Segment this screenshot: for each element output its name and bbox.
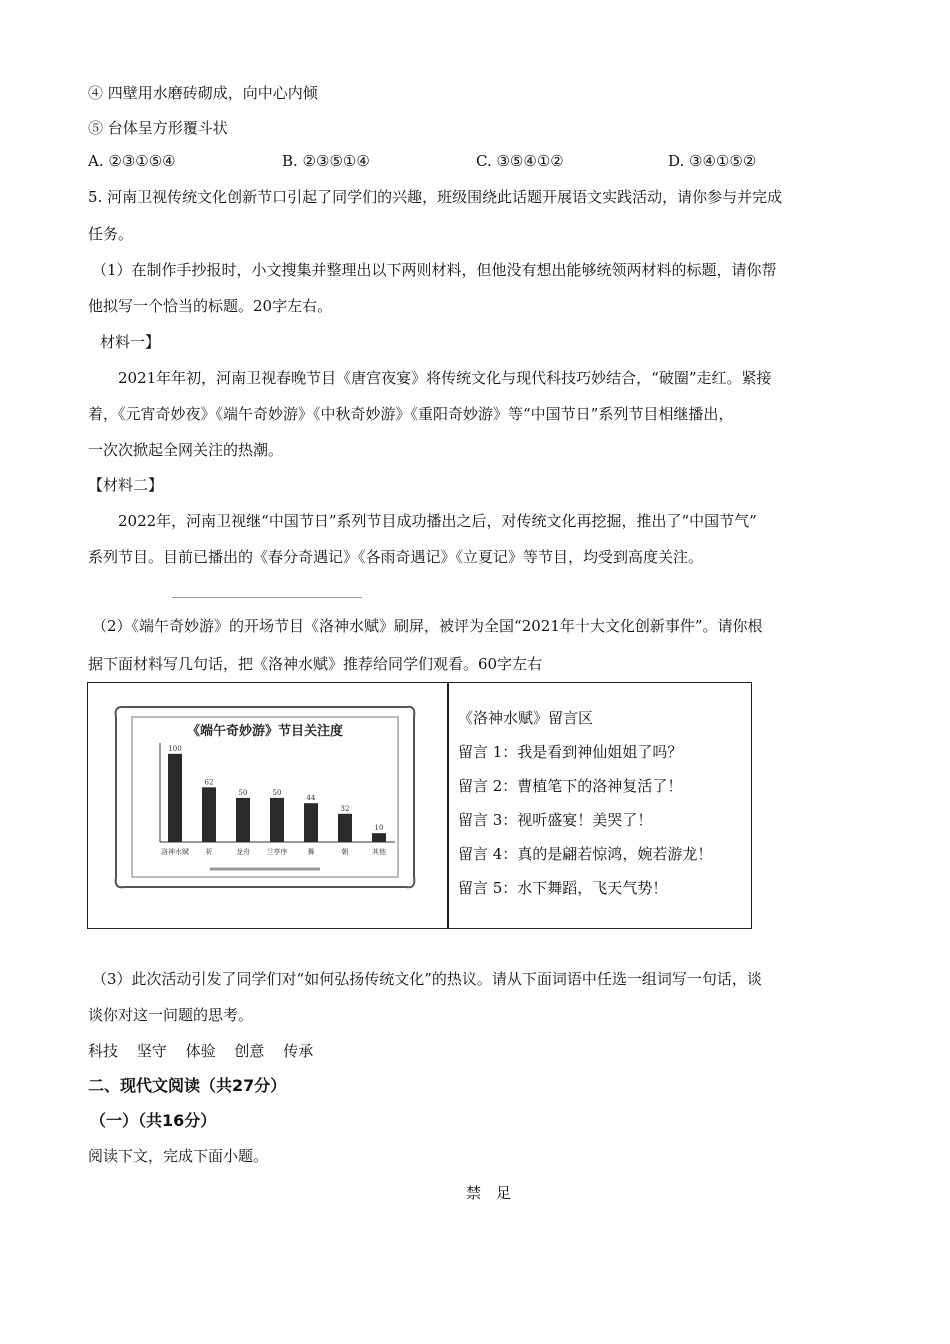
comment-area-header: 《洛神水赋》留言区 xyxy=(458,709,594,727)
chart-category-label: 兰亭序 xyxy=(266,848,288,856)
article-title: 禁 足 xyxy=(466,1184,512,1202)
answer-option-d: D. ③④①⑤② xyxy=(668,152,757,170)
sub-question-3: （3）此次活动引发了同学们对“如何弘扬传统文化”的热议。请从下面词语中任选一组词写一句话，谈 xyxy=(92,970,762,988)
chart-bar xyxy=(304,803,318,842)
sub-question-3-cont: 谈你对这一问题的思考。 xyxy=(88,1006,254,1024)
chart-bar xyxy=(270,798,284,842)
comment-item: 留言 2：曹植笔下的洛神复活了！ xyxy=(458,777,683,795)
attention-chart xyxy=(110,697,420,897)
comment-item: 留言 3：视听盛宴！美哭了！ xyxy=(458,811,653,829)
option-item-4: ④ 四壁用水磨砖砌成，向中心内倾 xyxy=(88,84,318,102)
chart-value-label: 44 xyxy=(306,794,316,803)
material-1-text-end: 一次次掀起全网关注的热潮。 xyxy=(88,441,284,459)
word-item: 创意 xyxy=(234,1042,265,1060)
section-heading: 二、现代文阅读（共27分） xyxy=(88,1076,287,1095)
material-1-text: 2021年年初，河南卫视春晚节目《唐宫夜宴》将传统文化与现代科技巧妙结合，“破圈”走红。紧接 xyxy=(118,369,772,387)
sub-question-2: （2）《端午奇妙游》的开场节目《洛神水赋》刷屏，被评为全国“2021年十大文化创新事件”。请你根 xyxy=(92,617,763,635)
chart-category-label: 朝 xyxy=(341,848,349,856)
question-5-text-cont: 任务。 xyxy=(88,225,134,243)
material-2-label: 【材料二】 xyxy=(88,476,164,494)
chart-value-label: 100 xyxy=(168,744,182,753)
sub-question-1-cont: 他拟写一个恰当的标题。20字左右。 xyxy=(88,297,333,315)
comment-item: 留言 1：我是看到神仙姐姐了吗？ xyxy=(458,743,683,761)
divider xyxy=(172,597,362,598)
chart-title: 《端午奇妙游》节目关注度 xyxy=(186,724,344,739)
chart-bar xyxy=(338,814,352,842)
chart-category-label: 其他 xyxy=(372,848,386,856)
chart-value-label: 10 xyxy=(374,824,384,833)
material-2-text-cont: 系列节目。目前已播出的《春分奇遇记》《各雨奇遇记》《立夏记》等节目，均受到高度关注。 xyxy=(88,548,704,566)
sub-question-2-cont: 据下面材料写几句话，把《洛神水赋》推荐给同学们观看。60字左右 xyxy=(88,655,543,673)
chart-category-label: 舞 xyxy=(307,848,315,856)
chart-value-label: 62 xyxy=(204,778,214,787)
chart-value-label: 32 xyxy=(340,804,350,813)
comment-item: 留言 4：真的是翩若惊鸿，婉若游龙！ xyxy=(458,845,713,863)
chart-category-label: 洛神水赋 xyxy=(161,848,189,856)
part-heading: （一）（共16分） xyxy=(90,1111,217,1130)
word-item: 坚守 xyxy=(136,1042,167,1060)
chart-bar xyxy=(372,833,386,842)
material-1-text-cont: 着，《元宵奇妙夜》《端午奇妙游》《中秋奇妙游》《重阳奇妙游》等“中国节日”系列节目相继播出， xyxy=(88,405,734,423)
option-item-5: ⑤ 台体呈方形覆斗状 xyxy=(88,119,228,137)
material-1-label: 材料一】 xyxy=(100,333,161,351)
attention-chart-svg xyxy=(110,697,420,897)
box-divider xyxy=(447,683,449,928)
chart-bar xyxy=(236,798,250,842)
chart-bar xyxy=(202,787,216,842)
comment-item: 留言 5：水下舞蹈，飞天气势！ xyxy=(458,879,668,897)
material-2-text: 2022年，河南卫视继“中国节日”系列节目成功播出之后，对传统文化再挖掘，推出了“中国节气” xyxy=(118,512,757,530)
answer-option-a: A. ②③①⑤④ xyxy=(88,152,176,170)
answer-option-c: C. ③⑤④①② xyxy=(476,152,564,170)
question-5-text: 5. 河南卫视传统文化创新节口引起了同学们的兴趣，班级围绕此话题开展语文实践活动，请你参与并完成 xyxy=(88,188,783,206)
reading-instruction: 阅读下文，完成下面小题。 xyxy=(88,1147,269,1165)
sub-question-1: （1）在制作手抄报时，小文搜集并整理出以下两则材料，但他没有想出能够统领两材料的标题，请你帮 xyxy=(92,261,777,279)
chart-bars xyxy=(161,745,386,856)
chart-value-label: 50 xyxy=(272,788,282,797)
answer-option-b: B. ②③⑤①④ xyxy=(282,152,370,170)
material-box xyxy=(87,682,752,929)
word-list xyxy=(88,1040,327,1061)
chart-bar xyxy=(168,754,182,842)
chart-value-label: 50 xyxy=(238,788,248,797)
chart-category-label: 龙舟 xyxy=(236,848,250,856)
chart-category-label: 祈 xyxy=(205,848,213,856)
word-item: 传承 xyxy=(283,1042,314,1060)
word-item: 科技 xyxy=(88,1042,119,1060)
word-item: 体验 xyxy=(185,1042,216,1060)
